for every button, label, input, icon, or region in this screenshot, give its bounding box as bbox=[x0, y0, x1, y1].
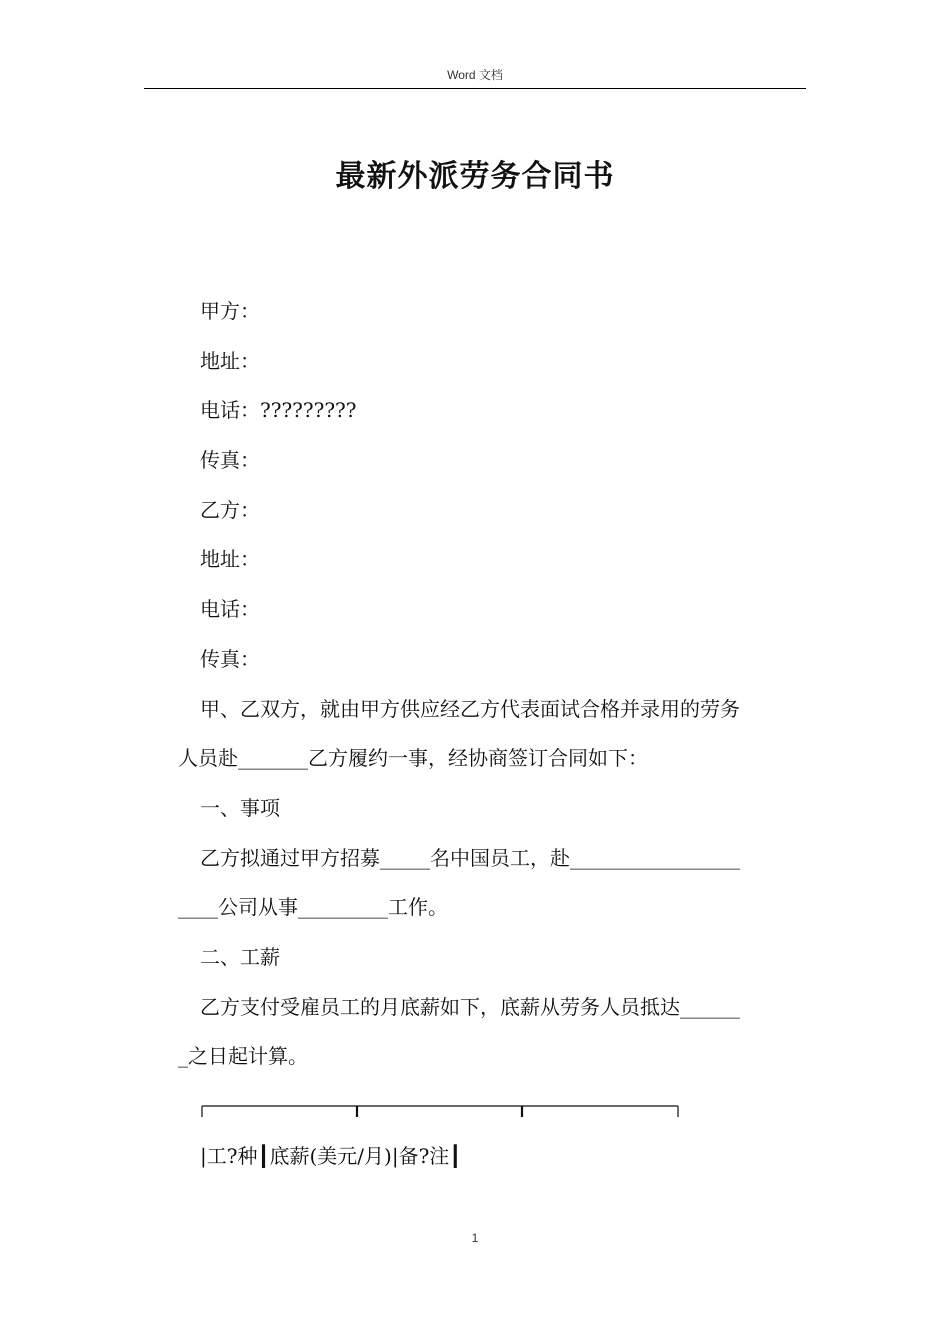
table-header-row: |工?种┃底薪(美元/月)|备?注┃ bbox=[200, 1144, 462, 1168]
party-b-address: 地址： bbox=[200, 547, 260, 572]
section-heading-salary: 二、工薪 bbox=[200, 944, 280, 969]
document-title: 最新外派劳务合同书 bbox=[335, 159, 615, 194]
party-b-label: 乙方： bbox=[200, 497, 260, 522]
party-a-label: 甲方： bbox=[200, 299, 260, 323]
salary-paragraph-line-2: _之日起计算。 bbox=[178, 1044, 308, 1069]
party-b-fax: 传真： bbox=[200, 646, 260, 671]
intro-paragraph-line-1: 甲、乙双方，就由甲方供应经乙方代表面试合格并录用的劳务 bbox=[200, 696, 740, 721]
matters-paragraph-line-1: 乙方拟通过甲方招募_____名中国员工，赴_________________ bbox=[200, 845, 740, 870]
header-text: Word 文档 bbox=[447, 68, 503, 82]
salary-paragraph-line-1: 乙方支付受雇员工的月底薪如下，底薪从劳务人员抵达______ bbox=[200, 994, 740, 1019]
section-heading-matters: 一、事项 bbox=[200, 795, 280, 820]
party-a-phone: 电话：????????? bbox=[200, 398, 357, 423]
page-header bbox=[144, 64, 806, 89]
party-a-fax: 传真： bbox=[200, 448, 260, 473]
matters-paragraph-line-2: ____公司从事_________工作。 bbox=[178, 895, 448, 920]
table-top-border bbox=[200, 1101, 680, 1123]
document-body bbox=[178, 287, 802, 1082]
party-a-address: 地址： bbox=[200, 348, 260, 373]
intro-paragraph-line-2: 人员赴_______乙方履约一事，经协商签订合同如下： bbox=[178, 746, 648, 771]
page-number: 1 bbox=[471, 1231, 479, 1245]
party-b-phone: 电话： bbox=[200, 597, 260, 622]
